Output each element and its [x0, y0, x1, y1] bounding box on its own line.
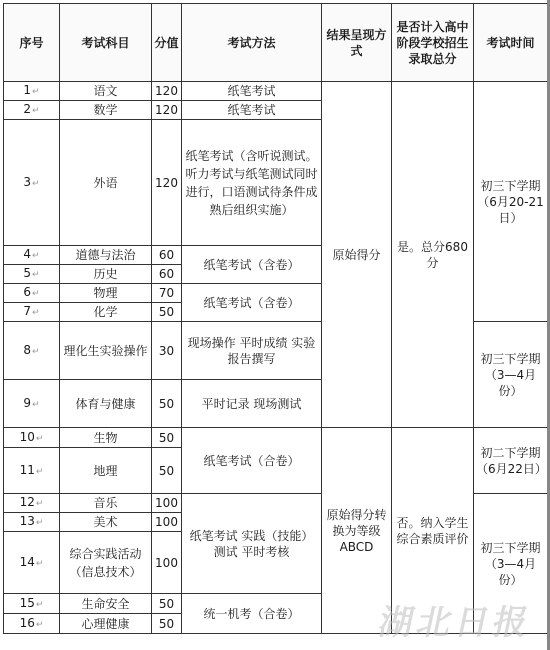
row-no: 16↵	[4, 614, 60, 634]
row-no: 14↵	[4, 532, 60, 594]
row-no: 6↵	[4, 284, 60, 303]
watermark: 湖北日报	[375, 603, 536, 643]
row-no: 15↵	[4, 594, 60, 614]
method-merged: 纸笔考试（含卷）	[182, 284, 322, 322]
row-score: 120	[152, 101, 182, 120]
row-score: 50	[152, 428, 182, 448]
method-merged: 纸笔考试 实践（技能）测试 平时考核	[182, 494, 322, 594]
row-method: 纸笔考试	[182, 82, 322, 101]
row-subject: 生物	[60, 428, 152, 448]
row-score: 120	[152, 82, 182, 101]
time-cell: 初三下学期（6月20-21日）	[474, 82, 548, 322]
table-row	[4, 428, 548, 448]
row-subject: 物理	[60, 284, 152, 303]
header-method: 考试方法	[182, 4, 322, 82]
row-method: 现场操作 平时成绩 实验报告撰写	[182, 322, 322, 380]
exam-table	[3, 3, 548, 634]
row-no: 5↵	[4, 265, 60, 284]
row-subject: 数学	[60, 101, 152, 120]
row-no: 9↵	[4, 380, 60, 428]
row-no: 1↵	[4, 82, 60, 101]
row-score: 100	[152, 494, 182, 513]
row-score: 50	[152, 614, 182, 634]
row-score: 120	[152, 120, 182, 246]
method-merged: 纸笔考试（合卷）	[182, 428, 322, 494]
row-score: 60	[152, 265, 182, 284]
row-no: 11↵	[4, 448, 60, 494]
row-no: 3↵	[4, 120, 60, 246]
row-no: 8↵	[4, 322, 60, 380]
row-method: 纸笔考试	[182, 101, 322, 120]
row-score: 100	[152, 513, 182, 532]
row-score: 50	[152, 380, 182, 428]
row-subject: 综合实践活动（信息技术）	[60, 532, 152, 594]
row-method: 纸笔考试（含听说测试。听力考试与纸笔测试同时进行，口语测试待条件成熟后组织实施）	[182, 120, 322, 246]
header-result: 结果呈现方式	[322, 4, 392, 82]
row-method: 平时记录 现场测试	[182, 380, 322, 428]
row-subject: 美术	[60, 513, 152, 532]
counted-cell: 否。纳入学生综合素质评价	[392, 428, 474, 634]
row-subject: 生命安全	[60, 594, 152, 614]
row-score: 100	[152, 532, 182, 594]
row-subject: 道德与法治	[60, 246, 152, 265]
row-subject: 外语	[60, 120, 152, 246]
counted-cell: 是。总分680分	[392, 82, 474, 428]
row-subject: 语文	[60, 82, 152, 101]
row-score: 50	[152, 448, 182, 494]
header-score: 分值	[152, 4, 182, 82]
header-subject: 考试科目	[60, 4, 152, 82]
header-no: 序号	[4, 4, 60, 82]
row-subject: 地理	[60, 448, 152, 494]
time-cell: 初三下学期（3—4月份）	[474, 494, 548, 634]
row-subject: 历史	[60, 265, 152, 284]
row-subject: 心理健康	[60, 614, 152, 634]
row-score: 30	[152, 322, 182, 380]
result-cell: 原始得分	[322, 82, 392, 428]
row-score: 70	[152, 284, 182, 303]
table-row	[4, 82, 548, 101]
header-counted: 是否计入高中阶段学校招生录取总分	[392, 4, 474, 82]
row-no: 7↵	[4, 303, 60, 322]
header-time: 考试时间	[474, 4, 548, 82]
row-subject: 理化生实验操作	[60, 322, 152, 380]
row-no: 2↵	[4, 101, 60, 120]
time-cell: 初三下学期（3—4月份）	[474, 322, 548, 428]
row-subject: 体育与健康	[60, 380, 152, 428]
row-subject: 音乐	[60, 494, 152, 513]
time-cell: 初二下学期（6月22日）	[474, 428, 548, 494]
row-score: 60	[152, 246, 182, 265]
result-cell: 原始得分转换为等级ABCD	[322, 428, 392, 634]
method-merged: 纸笔考试（含卷）	[182, 246, 322, 284]
row-no: 12↵	[4, 494, 60, 513]
method-merged: 统一机考（合卷）	[182, 594, 322, 634]
row-score: 50	[152, 594, 182, 614]
row-no: 10↵	[4, 428, 60, 448]
exam-table-sheet	[3, 3, 547, 647]
row-subject: 化学	[60, 303, 152, 322]
row-score: 50	[152, 303, 182, 322]
row-no: 13↵	[4, 513, 60, 532]
header-row	[4, 4, 548, 82]
row-no: 4↵	[4, 246, 60, 265]
